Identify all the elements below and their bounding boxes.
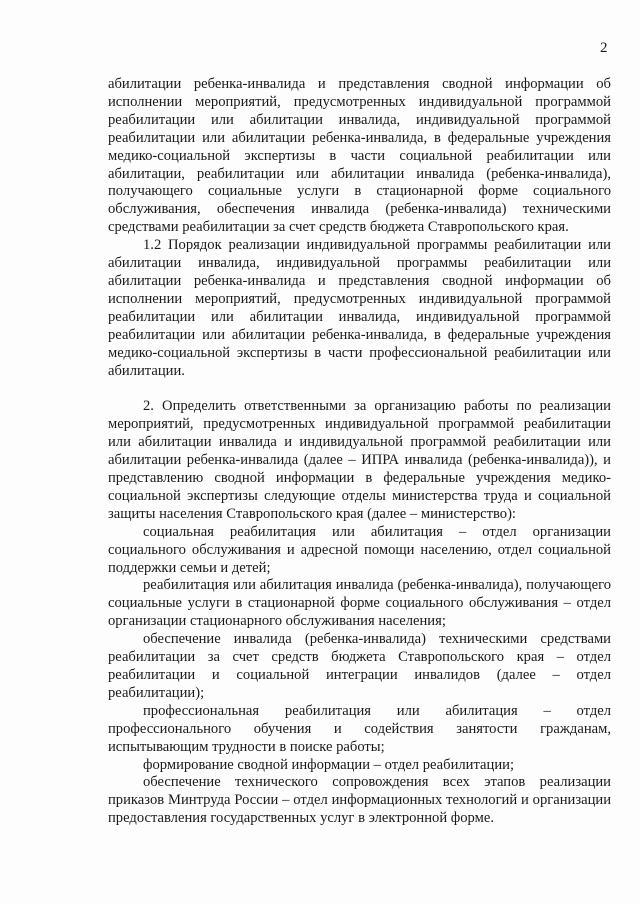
paragraph-technical-means: обеспечение инвалида (ребенка-инвалида) техническими средствами реабилитации за счет средств бюджета Ставропольского края – отдел реабилитации и социальной интеграции инвалидов (далее – отдел реабилитации); — [108, 631, 611, 701]
paragraph-1-2: 1.2 Порядок реализации индивидуальной программы реабилитации или абилитации инвалида, индивидуальной программы реабилитации или абилитации ребенка-инвалида и представления сводной информации об исполнении мероприятий, предусмотренных индивидуальной программой реабилитации или абилитации инвалида, индивидуальной программой реабилитации или абилитации ребенка-инвалида, в федеральные учреждения медико-социальной экспертизы в части профессиональной реабилитации или абилитации. — [108, 237, 611, 379]
document-body — [108, 76, 611, 828]
paragraph-professional-rehab: профессиональная реабилитация или абилитация – отдел профессионального обучения и содействия занятости гражданам, испытывающим трудности в поиске работы; — [108, 702, 611, 755]
paragraph-continuation: абилитации ребенка-инвалида и представления сводной информации об исполнении мероприятий, предусмотренных индивидуальной программой реабилитации или абилитации инвалида, индивидуальной программой реабилитации или абилитации ребенка-инвалида, в федеральные учреждения медико-социальной экспертизы в части социальной реабилитации или абилитации, реабилитации или абилитации инвалида (ребенка-инвалида), получающего социальные услуги в стационарной форме социального обслуживания, обеспечения инвалида (ребенка-инвалида) техническими средствами реабилитации за счет средств бюджета Ставропольского края. — [108, 76, 611, 236]
paragraph-tech-support: обеспечение технического сопровождения всех этапов реализации приказов Минтруда России – отдел информационных технологий и организации предоставления государственных услуг в электронной форме. — [108, 774, 611, 827]
paragraph-2: 2. Определить ответственными за организацию работы по реализации мероприятий, предусмотренных индивидуальной программой реабилитации или абилитации инвалида и индивидуальной программой реабилитации или абилитации ребенка-инвалида (далее – ИПРА инвалида (ребенка-инвалида)), и представлению сводной информации в федеральные учреждения медико-социальной экспертизы следующие отделы министерства труда и социальной защиты населения Ставропольского края (далее – министерство): — [108, 398, 611, 522]
paragraph-summary-info: формирование сводной информации – отдел реабилитации; — [143, 756, 515, 773]
paragraph-social-rehab: социальная реабилитация или абилитация – отдел организации социального обслуживания и адресной помощи населению, отдел социальной поддержки семьи и детей; — [108, 523, 611, 576]
paragraph-stationary-rehab: реабилитация или абилитация инвалида (ребенка-инвалида), получающего социальные услуги в стационарной форме социального обслуживания – отдел организации стационарного обслуживания населения; — [108, 577, 611, 630]
page-number: 2 — [600, 40, 608, 56]
